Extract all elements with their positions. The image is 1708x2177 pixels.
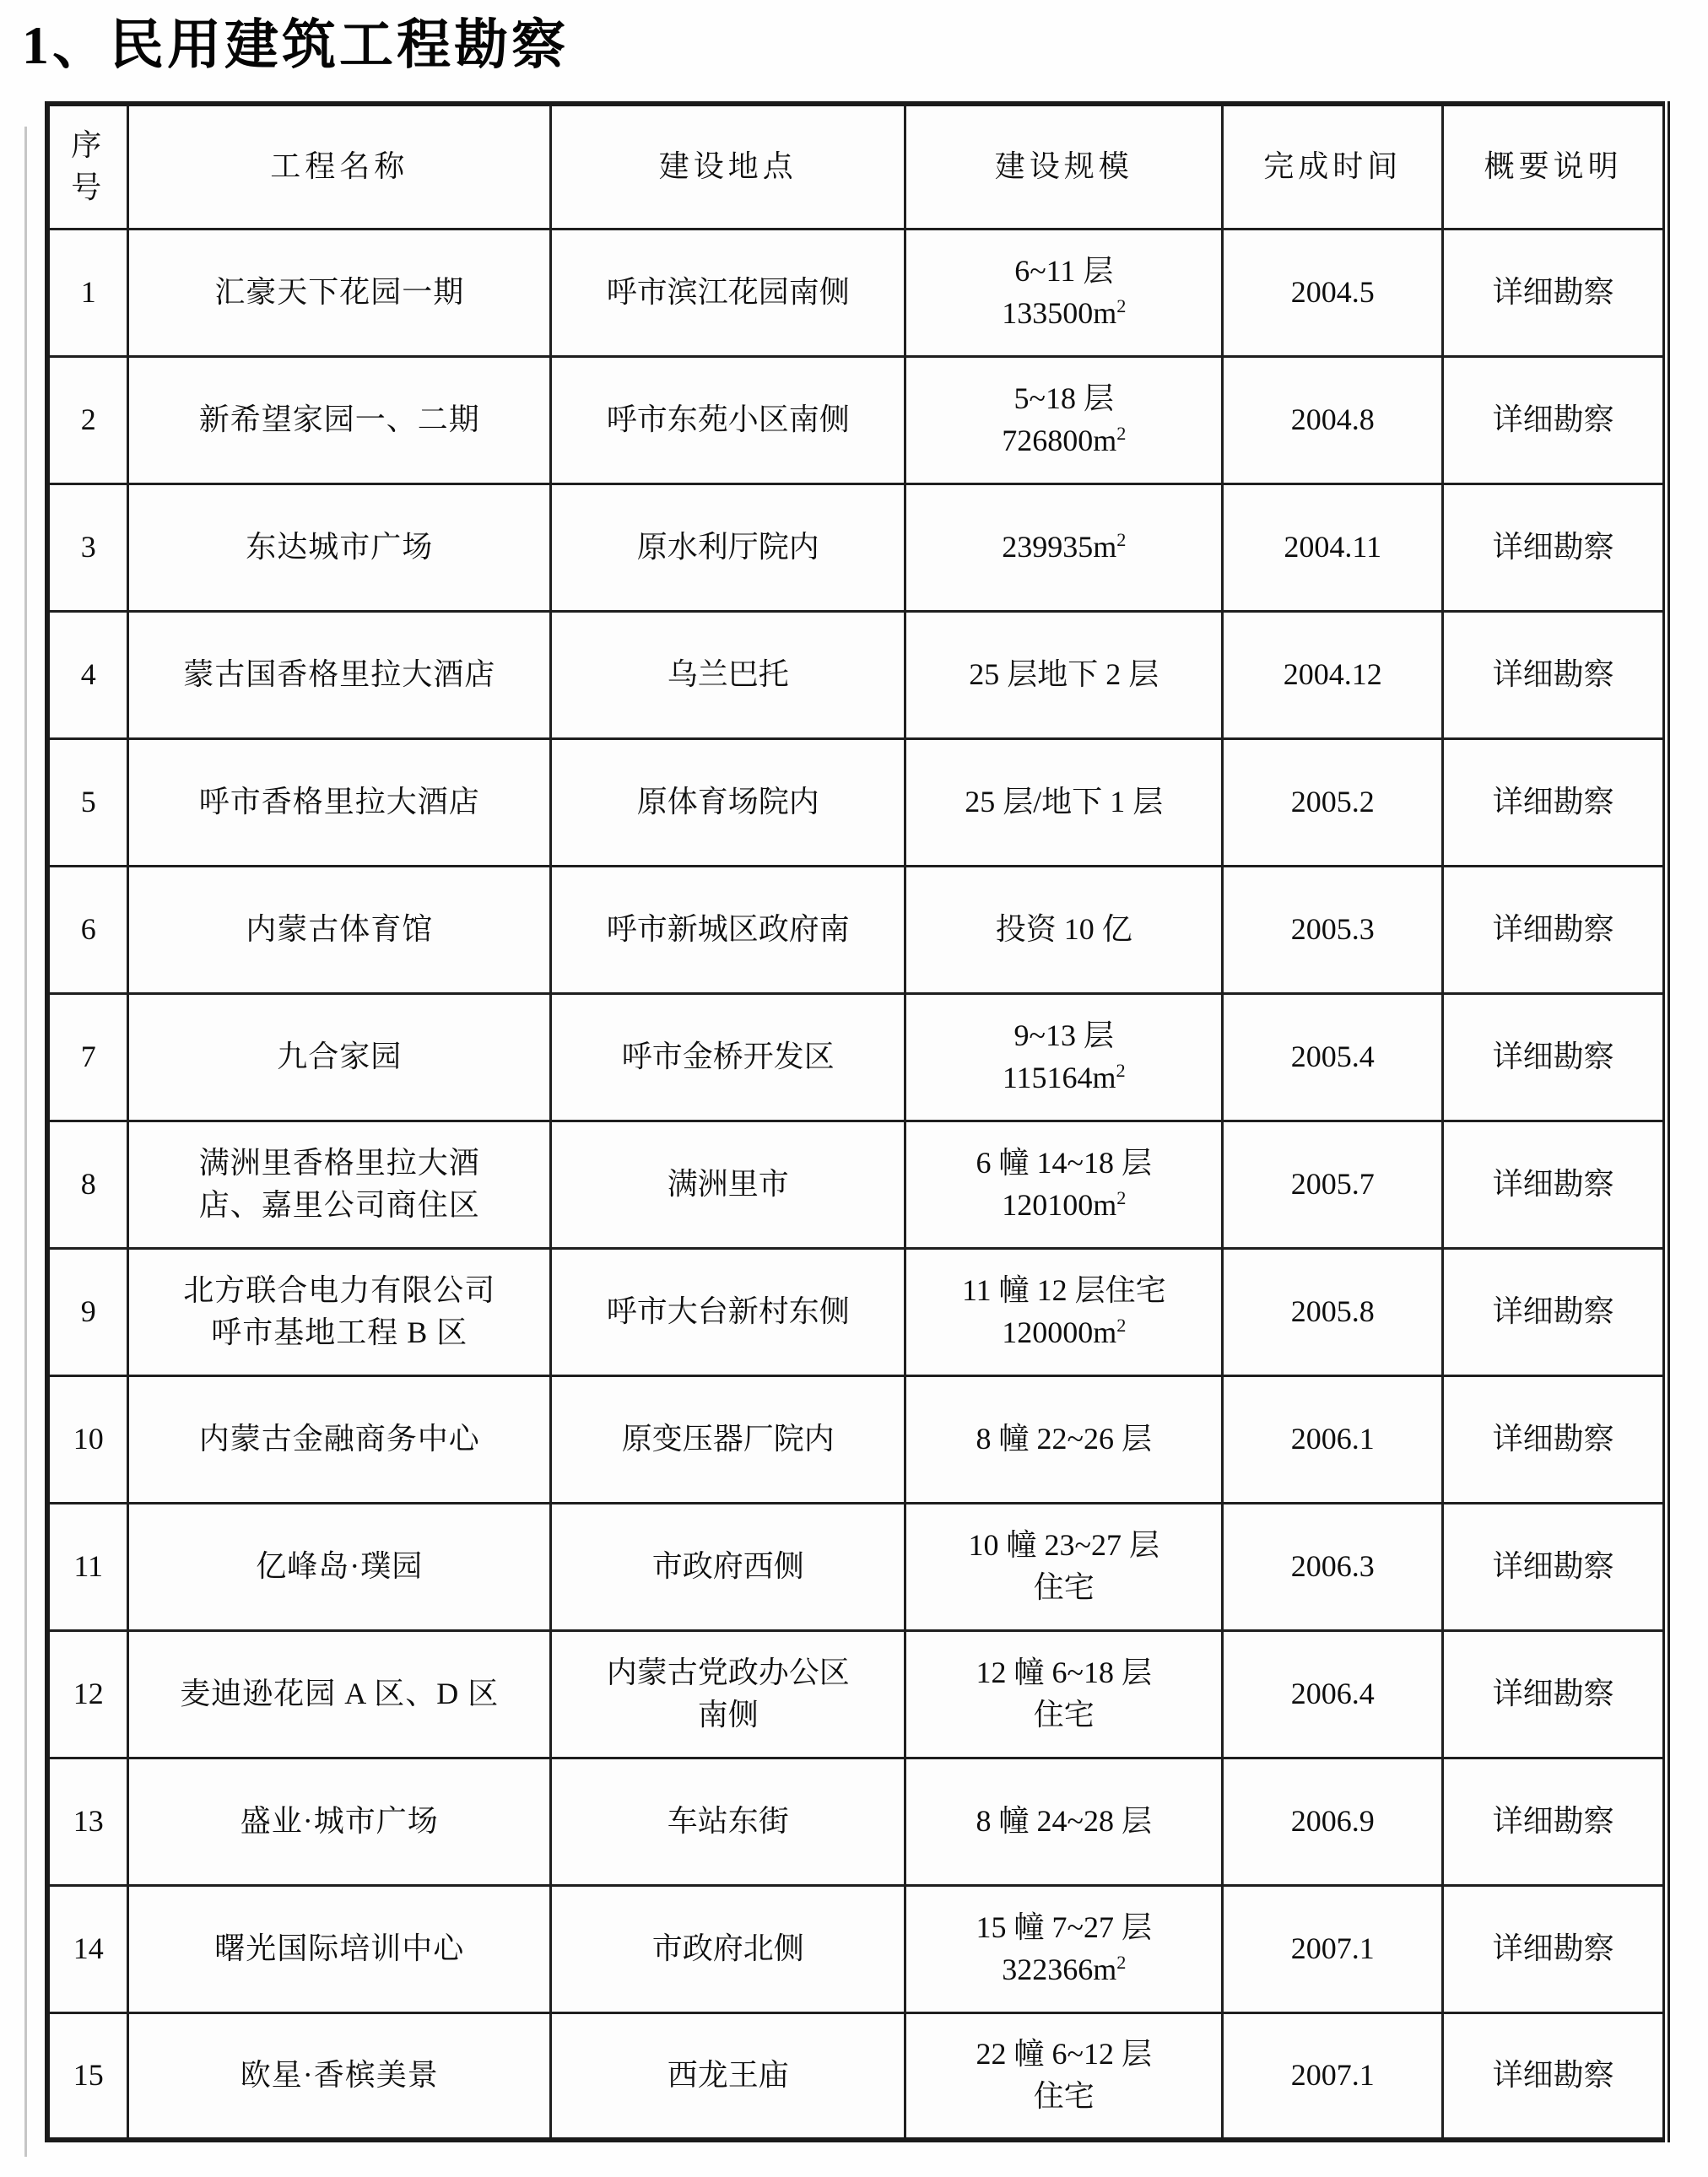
cell-line: 满洲里香格里拉大酒 [198, 1145, 480, 1180]
cell-completed [1223, 2012, 1443, 2140]
cell-line: 北方联合电力有限公司 [183, 1272, 496, 1307]
cell-scale [905, 229, 1223, 356]
cell-line: 满洲里市 [667, 1166, 789, 1201]
cell-line: 序 [71, 128, 106, 163]
cell-line: 汇豪天下花园一期 [214, 274, 465, 309]
cell-summary [1443, 229, 1667, 356]
cell-line: 车站东街 [667, 1803, 789, 1838]
cell-scale [905, 2012, 1223, 2140]
cell-line: 8 幢 22~26 层 [976, 1421, 1153, 1456]
cell-line: 详细勘察 [1492, 1548, 1614, 1583]
cell-line: 详细勘察 [1492, 1039, 1614, 1073]
cell-summary [1443, 1503, 1667, 1630]
superscript-2: 2 [1116, 528, 1127, 550]
cell-completed [1223, 229, 1443, 356]
cell-no [47, 1503, 128, 1630]
cell-no [47, 1885, 128, 2012]
cell-line: 10 [73, 1421, 104, 1456]
cell-line: 西龙王庙 [667, 2057, 789, 2092]
table-row [47, 611, 1667, 738]
cell-line: 6 [80, 911, 96, 946]
cell-no [47, 611, 128, 738]
superscript-2: 2 [1116, 1186, 1127, 1208]
cell-summary [1443, 1630, 1667, 1758]
table-row [47, 229, 1667, 356]
table-row [47, 738, 1667, 866]
cell-scale [905, 1758, 1223, 1885]
cell-location [551, 1885, 905, 2012]
cell-project-name [128, 483, 551, 611]
cell-line: 原体育场院内 [636, 784, 819, 818]
cell-project-name [128, 1375, 551, 1503]
cell-line: 9 [80, 1294, 96, 1328]
cell-line: 完成时间 [1263, 149, 1403, 183]
cell-line: $115164m^2$ [1002, 1059, 1126, 1094]
cell-no [47, 1758, 128, 1885]
cell-project-name [128, 1758, 551, 1885]
cell-line: 投资 10 亿 [995, 911, 1132, 946]
cell-line: 乌兰巴托 [667, 656, 789, 691]
cell-line: 蒙古国香格里拉大酒店 [183, 656, 496, 691]
cell-scale [905, 1375, 1223, 1503]
cell-line: 2006.3 [1290, 1548, 1375, 1583]
cell-line: $133500m^2$ [1002, 294, 1127, 330]
cell-no [47, 1630, 128, 1758]
cell-scale [905, 1121, 1223, 1248]
cell-line: 2004.11 [1284, 529, 1382, 564]
cell-no [47, 1375, 128, 1503]
cell-line: $726800m^2$ [1002, 422, 1127, 457]
cell-location [551, 1375, 905, 1503]
cell-line: 8 幢 24~28 层 [976, 1803, 1153, 1838]
cell-project-name [128, 866, 551, 993]
cell-line: 15 幢 7~27 层 [976, 1910, 1153, 1944]
cell-line: 2005.8 [1290, 1294, 1375, 1328]
cell-line: 呼市基地工程 B 区 [211, 1315, 468, 1349]
cell-line: 10 幢 23~27 层 [968, 1527, 1160, 1562]
cell-line: 原变压器厂院内 [621, 1421, 835, 1456]
table-header [47, 104, 1667, 229]
cell-line: 东达城市广场 [246, 529, 434, 564]
cell-line: 市政府西侧 [651, 1548, 804, 1583]
cell-completed [1223, 1503, 1443, 1630]
cell-line: 详细勘察 [1492, 1676, 1614, 1710]
cell-location [551, 993, 905, 1121]
cell-scale [905, 866, 1223, 993]
table-row [47, 1758, 1667, 1885]
cell-line: 6 幢 14~18 层 [976, 1145, 1153, 1180]
cell-line: 详细勘察 [1492, 911, 1614, 946]
cell-line: 详细勘察 [1492, 784, 1614, 818]
cell-line: $239935m^2$ [1002, 528, 1127, 564]
cell-line: 市政府北侧 [651, 1931, 804, 1965]
cell-summary [1443, 1375, 1667, 1503]
page-title: 1、民用建筑工程勘察 [22, 15, 569, 75]
cell-line: 2006.1 [1290, 1421, 1375, 1456]
cell-no [47, 483, 128, 611]
table-row [47, 2012, 1667, 2140]
cell-line: 详细勘察 [1492, 1931, 1614, 1965]
cell-completed [1223, 1375, 1443, 1503]
cell-project-name [128, 1503, 551, 1630]
cell-no [47, 993, 128, 1121]
cell-summary [1443, 1248, 1667, 1375]
column-header-location [551, 104, 905, 229]
cell-line: 2 [80, 402, 96, 436]
cell-location [551, 1248, 905, 1375]
table-row [47, 1630, 1667, 1758]
superscript-2: 2 [1116, 1314, 1127, 1336]
cell-line: 3 [80, 529, 96, 564]
cell-summary [1443, 738, 1667, 866]
cell-summary [1443, 1758, 1667, 1885]
cell-location [551, 1121, 905, 1248]
cell-line: 号 [71, 170, 106, 204]
cell-project-name [128, 229, 551, 356]
cell-line: 内蒙古金融商务中心 [198, 1421, 480, 1456]
cell-project-name [128, 738, 551, 866]
cell-summary [1443, 1885, 1667, 2012]
cell-location [551, 356, 905, 483]
table-row [47, 1375, 1667, 1503]
cell-location [551, 1758, 905, 1885]
cell-project-name [128, 1630, 551, 1758]
cell-line: 九合家园 [277, 1039, 403, 1073]
cell-line: 呼市大台新村东侧 [606, 1294, 850, 1328]
cell-line: 15 [73, 2057, 104, 2092]
cell-line: 2007.1 [1290, 1931, 1375, 1965]
cell-completed [1223, 866, 1443, 993]
cell-line: 呼市香格里拉大酒店 [198, 784, 480, 818]
cell-no [47, 1248, 128, 1375]
cell-project-name [128, 1121, 551, 1248]
column-header-name [128, 104, 551, 229]
cell-line: 麦迪逊花园 A 区、D 区 [180, 1676, 500, 1710]
cell-line: 详细勘察 [1492, 1294, 1614, 1328]
cell-summary [1443, 993, 1667, 1121]
cell-scale [905, 993, 1223, 1121]
cell-completed [1223, 1758, 1443, 1885]
cell-line: 12 幢 6~18 层 [976, 1655, 1153, 1689]
cell-line: 详细勘察 [1492, 274, 1614, 309]
cell-line: 4 [80, 656, 96, 691]
cell-line: 7 [80, 1039, 96, 1073]
table-body [47, 229, 1667, 2140]
superscript-2: 2 [1116, 1951, 1127, 1973]
cell-line: 详细勘察 [1492, 1421, 1614, 1456]
cell-completed [1223, 1121, 1443, 1248]
cell-line: 南侧 [697, 1697, 759, 1731]
cell-project-name [128, 993, 551, 1121]
cell-line: 11 幢 12 层住宅 [961, 1272, 1166, 1307]
cell-no [47, 1121, 128, 1248]
cell-line: 详细勘察 [1492, 402, 1614, 436]
cell-scale [905, 1503, 1223, 1630]
cell-line: 新希望家园一、二期 [198, 402, 480, 436]
cell-project-name [128, 1248, 551, 1375]
cell-line: 亿峰岛·璞园 [256, 1548, 424, 1583]
cell-line: 工程名称 [270, 149, 409, 183]
cell-location [551, 866, 905, 993]
cell-line: 内蒙古体育馆 [246, 911, 434, 946]
cell-project-name [128, 2012, 551, 2140]
cell-line: 9~13 层 [1013, 1018, 1115, 1052]
cell-scale [905, 356, 1223, 483]
header-row [47, 104, 1667, 229]
cell-line: 概要说明 [1484, 149, 1623, 183]
cell-no [47, 2012, 128, 2140]
cell-project-name [128, 611, 551, 738]
cell-line: 住宅 [1033, 1697, 1095, 1731]
cell-line: 详细勘察 [1492, 1803, 1614, 1838]
cell-line: 详细勘察 [1492, 2057, 1614, 2092]
cell-summary [1443, 1121, 1667, 1248]
table-row [47, 1885, 1667, 2012]
cell-line: 住宅 [1033, 2078, 1095, 2113]
cell-line: 25 层地下 2 层 [969, 656, 1159, 691]
cell-line: $120100m^2$ [1002, 1186, 1127, 1222]
cell-line: 呼市东苑小区南侧 [606, 402, 850, 436]
cell-line: 呼市金桥开发区 [621, 1039, 835, 1073]
cell-line: 1 [80, 274, 96, 309]
cell-completed [1223, 1885, 1443, 2012]
cell-location [551, 483, 905, 611]
cell-line: 13 [73, 1803, 104, 1838]
cell-line: 曙光国际培训中心 [214, 1931, 465, 1965]
cell-line: 2004.12 [1283, 656, 1382, 691]
cell-line: 2004.5 [1290, 274, 1375, 309]
cell-line: 2005.4 [1290, 1039, 1375, 1073]
cell-project-name [128, 356, 551, 483]
cell-line: 店、嘉里公司商住区 [198, 1187, 480, 1222]
column-header-completed [1223, 104, 1443, 229]
cell-line: 呼市新城区政府南 [606, 911, 850, 946]
cell-line: 2005.7 [1290, 1166, 1375, 1201]
column-header-scale [905, 104, 1223, 229]
cell-line: 2006.4 [1290, 1676, 1375, 1710]
cell-completed [1223, 611, 1443, 738]
cell-line: $322366m^2$ [1002, 1951, 1127, 1986]
cell-scale [905, 1885, 1223, 2012]
cell-scale [905, 1248, 1223, 1375]
cell-line: 2007.1 [1290, 2057, 1375, 2092]
table-row [47, 356, 1667, 483]
cell-completed [1223, 1248, 1443, 1375]
cell-summary [1443, 356, 1667, 483]
cell-line: 2004.8 [1290, 402, 1375, 436]
cell-completed [1223, 738, 1443, 866]
cell-line: 住宅 [1033, 1569, 1095, 1604]
table-row [47, 993, 1667, 1121]
cell-location [551, 611, 905, 738]
cell-line: 详细勘察 [1492, 529, 1614, 564]
cell-scale [905, 611, 1223, 738]
cell-scale [905, 738, 1223, 866]
scan-edge-artifact [24, 127, 27, 2157]
cell-line: 2005.2 [1290, 784, 1375, 818]
table-row [47, 483, 1667, 611]
cell-location [551, 738, 905, 866]
table-row [47, 1503, 1667, 1630]
cell-line: 呼市滨江花园南侧 [606, 274, 850, 309]
cell-line: 5 [80, 784, 96, 818]
cell-scale [905, 483, 1223, 611]
cell-line: $120000m^2$ [1002, 1314, 1127, 1349]
cell-location [551, 1630, 905, 1758]
cell-line: 原水利厅院内 [636, 529, 819, 564]
cell-location [551, 2012, 905, 2140]
cell-summary [1443, 2012, 1667, 2140]
column-header-summary [1443, 104, 1667, 229]
cell-line: 12 [73, 1676, 104, 1710]
cell-line: 2006.9 [1290, 1803, 1375, 1838]
cell-completed [1223, 356, 1443, 483]
cell-line: 内蒙古党政办公区 [606, 1655, 850, 1689]
cell-summary [1443, 611, 1667, 738]
cell-line: 建设地点 [658, 149, 797, 183]
cell-line: 详细勘察 [1492, 656, 1614, 691]
superscript-2: 2 [1116, 1059, 1126, 1081]
superscript-2: 2 [1116, 422, 1127, 444]
cell-line: 22 幢 6~12 层 [976, 2037, 1153, 2072]
table-row [47, 1248, 1667, 1375]
cell-line: 欧星·香槟美景 [240, 2057, 439, 2092]
cell-completed [1223, 1630, 1443, 1758]
cell-line: 2005.3 [1290, 911, 1375, 946]
cell-line: 8 [80, 1166, 96, 1201]
cell-project-name [128, 1885, 551, 2012]
superscript-2: 2 [1116, 294, 1127, 316]
column-header-no [47, 104, 128, 229]
projects-table [45, 101, 1670, 2142]
cell-line: 盛业·城市广场 [240, 1803, 439, 1838]
cell-no [47, 229, 128, 356]
table-row [47, 1121, 1667, 1248]
cell-no [47, 866, 128, 993]
cell-line: 14 [73, 1931, 104, 1965]
cell-line: 建设规模 [994, 149, 1133, 183]
cell-line: 详细勘察 [1492, 1166, 1614, 1201]
table-row [47, 866, 1667, 993]
cell-line: 25 层/地下 1 层 [965, 784, 1164, 818]
cell-completed [1223, 483, 1443, 611]
cell-location [551, 229, 905, 356]
cell-line: 6~11 层 [1014, 253, 1114, 288]
cell-summary [1443, 483, 1667, 611]
cell-no [47, 356, 128, 483]
cell-no [47, 738, 128, 866]
cell-line: 11 [73, 1548, 104, 1583]
cell-location [551, 1503, 905, 1630]
cell-line: 5~18 层 [1013, 381, 1115, 415]
cell-scale [905, 1630, 1223, 1758]
cell-summary [1443, 866, 1667, 993]
cell-completed [1223, 993, 1443, 1121]
